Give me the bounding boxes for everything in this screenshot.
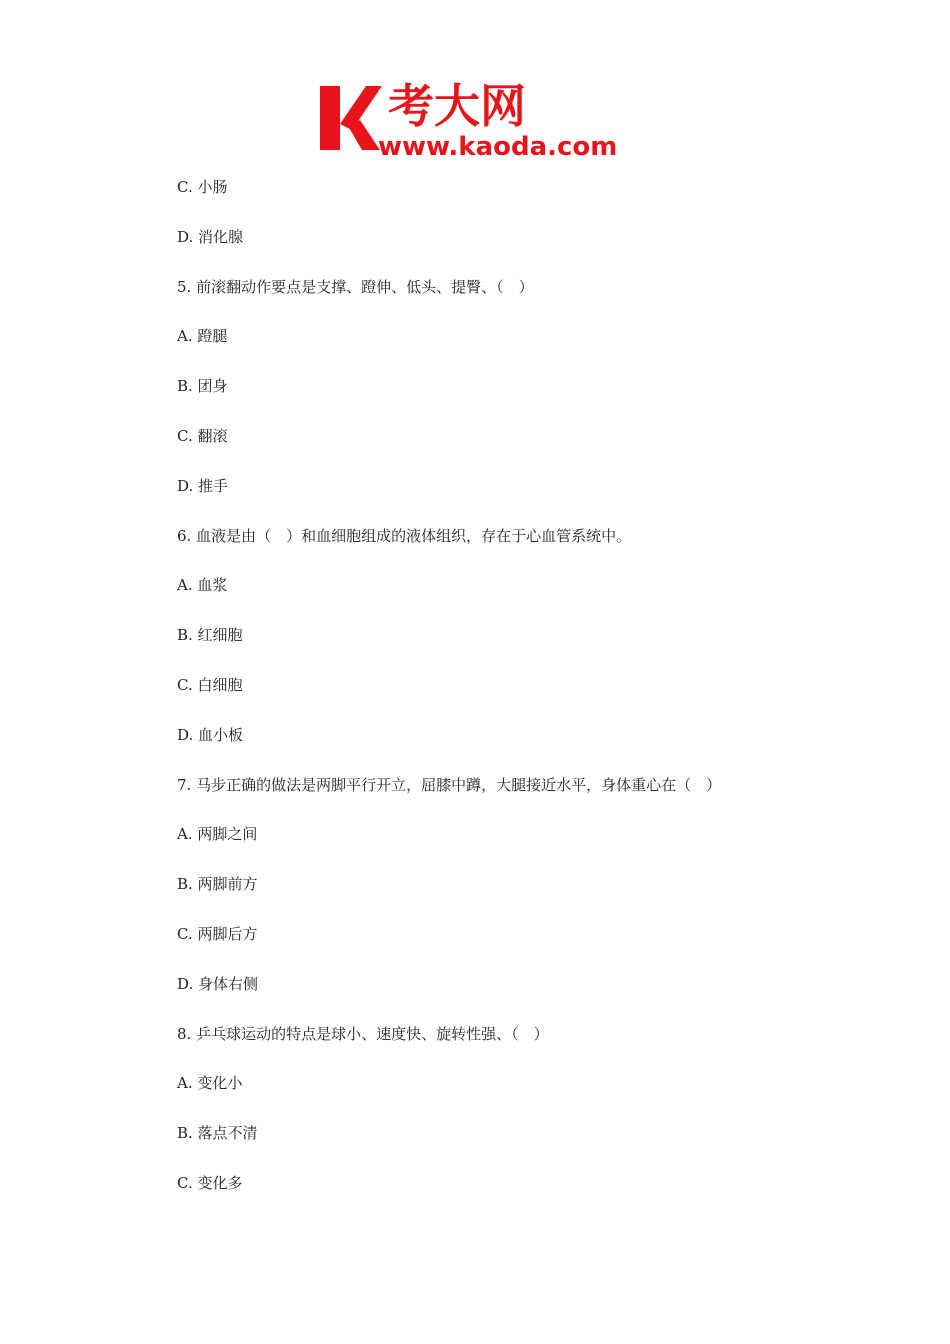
option-line: B. 红细胞: [177, 626, 243, 645]
option-line: D. 推手: [177, 476, 229, 495]
option-line: C. 两脚后方: [177, 924, 258, 943]
option-line: A. 血浆: [177, 576, 228, 595]
option-line: A. 两脚之间: [177, 825, 258, 844]
logo-url-text: www.kaoda.com: [378, 132, 618, 162]
option-line: C. 翻滚: [177, 426, 228, 445]
option-line: A. 变化小: [177, 1074, 243, 1093]
option-line: D. 身体右侧: [177, 974, 259, 993]
kaoda-logo-mark: [318, 72, 640, 162]
question-line: 8. 乒乓球运动的特点是球小、速度快、旋转性强、（ ）: [177, 1024, 549, 1043]
question-line: 6. 血液是由（ ）和血细胞组成的液体组织，存在于心血管系统中。: [177, 526, 632, 545]
option-line: B. 两脚前方: [177, 875, 258, 894]
option-line: C. 小肠: [177, 178, 228, 196]
question-line: 7. 马步正确的做法是两脚平行开立，屈膝中蹲，大腿接近水平，身体重心在（ ）: [177, 775, 722, 794]
option-line: B. 落点不清: [177, 1124, 258, 1143]
question-line: 5. 前滚翻动作要点是支撑、蹬伸、低头、提臀、（ ）: [177, 277, 534, 296]
option-line: D. 消化腺: [177, 227, 244, 246]
logo-cn-text: 考大网: [388, 79, 526, 133]
option-line: C. 变化多: [177, 1173, 243, 1192]
option-line: B. 团身: [177, 377, 228, 396]
option-line: C. 白细胞: [177, 675, 243, 694]
option-line: A. 蹬腿: [177, 327, 228, 346]
option-line: D. 血小板: [177, 725, 244, 744]
kaoda-logo: [318, 72, 640, 162]
question-list: [177, 173, 877, 1219]
